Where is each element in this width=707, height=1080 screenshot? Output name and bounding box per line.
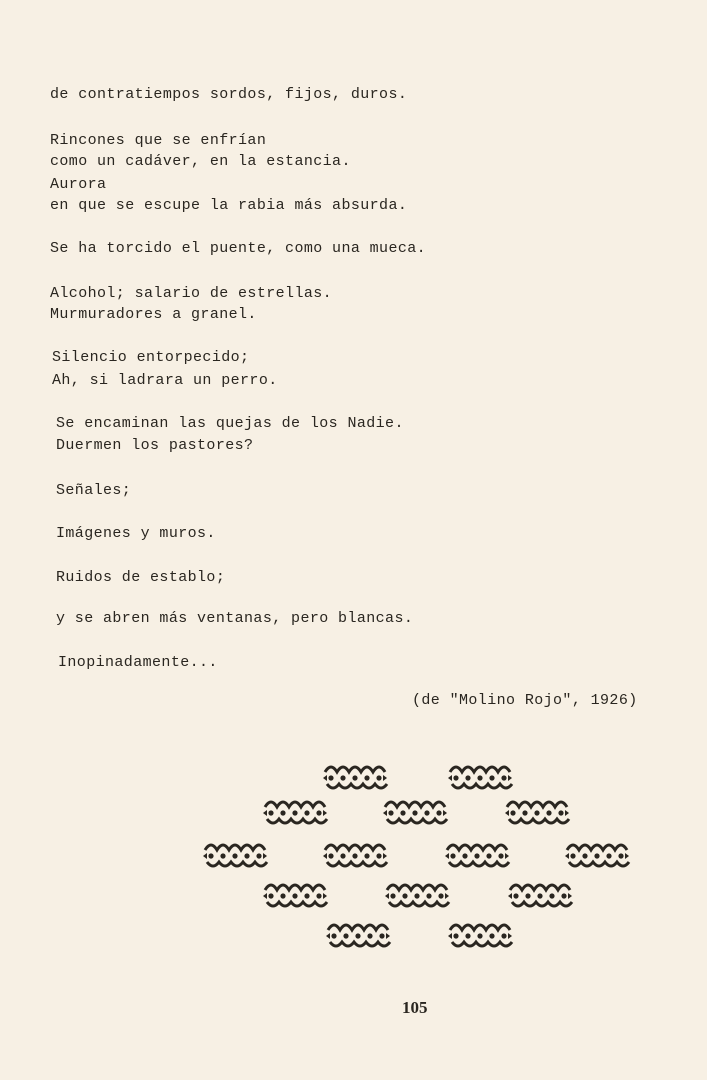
poem-line: Rincones que se enfrían — [50, 132, 267, 149]
poem-line: de contratiempos sordos, fijos, duros. — [50, 86, 408, 103]
ornament-row-3 — [203, 845, 629, 866]
poem-line: Señales; — [56, 482, 132, 499]
poem-line: Silencio entorpecido; — [52, 349, 250, 366]
poem-line: en que se escupe la rabia más absurda. — [50, 197, 408, 214]
poem-line: Ah, si ladrara un perro. — [52, 372, 278, 389]
poem-line: Imágenes y muros. — [56, 525, 216, 542]
poem-line: y se abren más ventanas, pero blancas. — [56, 610, 414, 627]
poem-line: Se ha torcido el puente, como una mueca. — [50, 240, 427, 257]
ornament-row-5 — [326, 925, 512, 946]
ornament-row-2 — [263, 802, 569, 823]
ornament-row-4 — [263, 885, 572, 906]
poem-line: Ruidos de establo; — [56, 569, 226, 586]
poem-line: Alcohol; salario de estrellas. — [50, 285, 333, 302]
poem-line: Murmuradores a granel. — [50, 306, 257, 323]
poem-line: Se encaminan las quejas de los Nadie. — [56, 415, 404, 432]
page-number: 105 — [402, 998, 428, 1017]
poem-line: como un cadáver, en la estancia. — [50, 153, 351, 170]
poem-line: Aurora — [50, 176, 107, 193]
poem-line: Inopinadamente... — [58, 654, 218, 671]
ornament-row-1 — [323, 767, 512, 788]
floral-vignette-icon — [195, 752, 645, 972]
poem-line: Duermen los pastores? — [56, 437, 254, 454]
poem-attribution: (de "Molino Rojo", 1926) — [412, 692, 638, 709]
